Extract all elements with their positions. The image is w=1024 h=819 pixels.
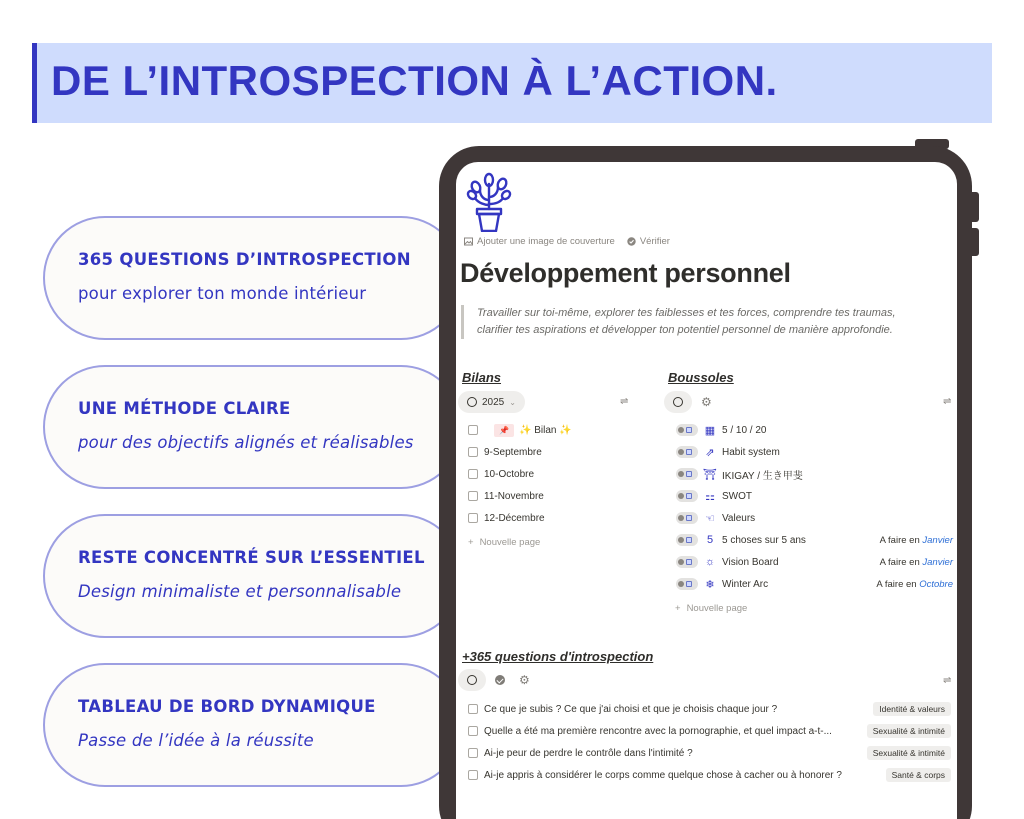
boussoles-view-bar [664, 391, 712, 413]
list-item-label: 11-Novembre [484, 490, 544, 502]
list-item-label: ✨ Bilan ✨ [519, 424, 572, 436]
boussoles-title[interactable]: Boussoles [668, 370, 734, 385]
chevron-down-icon: ⌄ [509, 397, 516, 407]
page-description-quote: Travailler sur toi-même, explorer tes faiblesses et tes forces, comprendre tes traumas, clarifier tes aspirations et développer ton potentiel personnel de manière approfondie. [461, 305, 931, 339]
view-tab-default[interactable] [664, 391, 692, 413]
banner-title: DE L’INTROSPECTION À L’ACTION. [51, 57, 778, 104]
due-prefix: A faire en [879, 557, 920, 568]
map-icon: ▦ [704, 424, 716, 437]
list-item[interactable] [676, 420, 766, 440]
checkbox[interactable] [468, 491, 478, 501]
toggle[interactable] [676, 490, 698, 502]
view-tab-default[interactable] [458, 669, 486, 691]
feature-subtitle: Passe de l’idée à la réussite [78, 731, 314, 750]
hand-icon: ☜ [705, 512, 715, 525]
due-prefix: A faire en [876, 579, 917, 590]
pin-icon: 📌 [494, 424, 514, 437]
view-circle-icon [467, 397, 477, 407]
list-item-label: Vision Board [722, 556, 779, 568]
page-title: Développement personnel [460, 258, 791, 288]
torii-icon: ⛩ [703, 468, 717, 481]
view-circle-icon [673, 397, 683, 407]
feature-title: TABLEAU DE BORD DYNAMIQUE [78, 697, 376, 716]
list-item[interactable] [676, 486, 752, 506]
list-item-label: 12-Décembre [484, 512, 545, 524]
feature-card-dashboard [43, 663, 463, 787]
page-actions [464, 236, 670, 247]
due-month: Janvier [922, 557, 953, 568]
list-item[interactable] [468, 442, 542, 462]
list-item[interactable] [676, 464, 803, 484]
new-page-label: Nouvelle page [479, 537, 541, 548]
feature-subtitle: pour explorer ton monde intérieur [78, 284, 367, 303]
due-date [880, 557, 953, 568]
list-item-label: Ai-je appris à considérer le corps comme quelque chose à cacher ou à honorer ? [484, 769, 842, 781]
toggle[interactable] [676, 512, 698, 524]
new-page-label: Nouvelle page [686, 603, 748, 614]
number-five-icon: 5 [706, 534, 714, 546]
view-circle-icon [467, 675, 477, 685]
view-tab-2025[interactable] [458, 391, 525, 413]
gear-icon[interactable]: ⚙ [701, 395, 712, 409]
list-item[interactable] [676, 442, 780, 462]
due-prefix: A faire en [879, 535, 920, 546]
list-item-label: Winter Arc [722, 578, 769, 590]
questions-view-bar [458, 669, 530, 691]
verify-button[interactable] [627, 236, 670, 247]
list-item[interactable] [468, 743, 693, 763]
toggle[interactable] [676, 556, 698, 568]
checkbox[interactable] [468, 447, 478, 457]
checkbox[interactable] [468, 513, 478, 523]
image-icon [464, 237, 473, 246]
list-item-label: SWOT [722, 490, 752, 502]
toggle[interactable] [676, 468, 698, 480]
list-item[interactable] [676, 574, 768, 594]
notion-page-screen [456, 162, 957, 819]
add-cover-button[interactable] [464, 236, 615, 247]
list-item-label: 10-Octobre [484, 468, 535, 480]
list-item-label: 5 choses sur 5 ans [722, 534, 806, 546]
checkbox[interactable] [468, 704, 478, 714]
checkbox[interactable] [468, 748, 478, 758]
category-tag: Sexualité & intimité [867, 746, 951, 760]
list-item[interactable] [468, 699, 777, 719]
list-item[interactable] [676, 530, 806, 550]
list-item-label: Ai-je peur de perdre le contrôle dans l'intimité ? [484, 747, 693, 759]
bilans-title[interactable]: Bilans [462, 370, 502, 385]
list-item-label: 9-Septembre [484, 446, 542, 458]
sun-icon: ☼ [704, 556, 716, 568]
checkbox[interactable] [468, 469, 478, 479]
due-date [880, 535, 953, 546]
list-item-label: Habit system [722, 446, 780, 458]
toggle[interactable] [676, 534, 698, 546]
bilans-view-bar [458, 391, 525, 413]
bilans-new-page-button[interactable] [468, 537, 540, 548]
list-item-label: Ce que je subis ? Ce que j'ai choisi et que je choisis chaque jour ? [484, 703, 778, 715]
due-month: Octobre [919, 579, 953, 590]
category-tag: Santé & corps [886, 768, 951, 782]
checkbox[interactable] [468, 770, 478, 780]
verified-badge-icon [627, 237, 636, 246]
feature-card-method [43, 365, 463, 489]
view-tab-label: 2025 [482, 396, 505, 408]
questions-title[interactable]: +365 questions d'introspection [462, 649, 654, 664]
list-item[interactable] [676, 508, 755, 528]
snowflake-icon: ❄ [705, 578, 715, 591]
list-item-label: IKIGAY / 生き甲斐 [722, 470, 803, 482]
plus-icon: + [675, 603, 681, 614]
filter-icon[interactable]: ⇌ [943, 396, 952, 407]
checkbox[interactable] [468, 726, 478, 736]
gear-icon[interactable]: ⚙ [519, 673, 530, 687]
category-tag: Identité & valeurs [873, 702, 951, 716]
feature-card-focus [43, 514, 463, 638]
list-item[interactable] [676, 552, 779, 572]
list-item[interactable] [468, 420, 572, 440]
list-item-label: 5 / 10 / 20 [722, 424, 767, 436]
list-item[interactable] [468, 508, 545, 528]
verify-label: Vérifier [639, 236, 670, 247]
feature-title: RESTE CONCENTRÉ SUR L’ESSENTIEL [78, 548, 425, 567]
toggle[interactable] [676, 578, 698, 590]
plus-icon: + [468, 537, 474, 548]
plant-pot-icon [466, 170, 512, 232]
boussoles-new-page-button[interactable] [675, 603, 747, 614]
check-circle-icon[interactable] [495, 675, 505, 685]
list-item[interactable] [468, 765, 842, 785]
category-tag: Sexualité & intimité [867, 724, 951, 738]
feature-title: UNE MÉTHODE CLAIRE [78, 399, 291, 418]
feature-title: 365 QUESTIONS D’INTROSPECTION [78, 250, 411, 269]
list-item[interactable] [468, 464, 534, 484]
list-item-label: Quelle a été ma première rencontre avec la pornographie, et quel impact a-t-... [484, 725, 832, 737]
feature-subtitle: pour des objectifs alignés et réalisables [78, 433, 414, 452]
add-cover-label: Ajouter une image de couverture [477, 236, 615, 247]
steps-icon: ⇗ [705, 446, 715, 459]
feature-subtitle: Design minimaliste et personnalisable [78, 582, 402, 601]
feature-card-questions [43, 216, 463, 340]
toggle[interactable] [676, 446, 698, 458]
filter-icon[interactable]: ⇌ [620, 396, 629, 407]
header-banner [32, 43, 992, 123]
due-date [876, 579, 953, 590]
checkbox[interactable] [468, 425, 478, 435]
grid-icon: ⚏ [705, 490, 715, 503]
filter-icon[interactable]: ⇌ [943, 675, 952, 686]
list-item-label: Valeurs [722, 512, 756, 524]
list-item[interactable] [468, 721, 832, 741]
toggle[interactable] [676, 424, 698, 436]
due-month: Janvier [922, 535, 953, 546]
list-item[interactable] [468, 486, 544, 506]
